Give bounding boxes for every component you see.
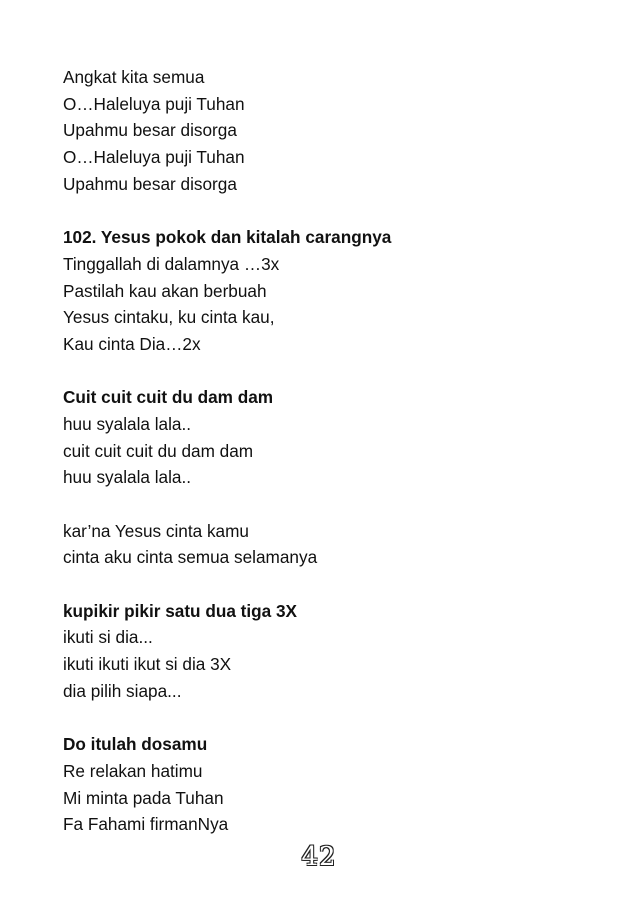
stanza-gap [63, 358, 391, 385]
stanza [63, 224, 391, 357]
stanza [63, 64, 391, 197]
lyric-line: Fa Fahami firmanNya [63, 814, 229, 835]
lyric-line: Angkat kita semua [63, 67, 205, 87]
lyric-line: Re relakan hatimu [63, 760, 203, 781]
lyric-line: cuit cuit cuit du dam dam [63, 440, 254, 461]
lyric-line: cinta aku cinta semua selamanya [63, 547, 318, 568]
stanza-gap [63, 571, 391, 598]
lyric-line: O…Haleluya puji Tuhan [63, 93, 245, 114]
page-number: 42 [301, 842, 337, 872]
song-heading: Do itulah dosamu [63, 734, 208, 755]
stanza [63, 384, 391, 491]
lyric-line: O…Haleluya puji Tuhan [63, 147, 245, 168]
lyric-line: Tinggallah di dalamnya …3x [63, 253, 280, 274]
lyric-line: Upahmu besar disorga [63, 173, 237, 194]
lyric-line: ikuti ikuti ikut si dia 3X [63, 654, 232, 675]
lyric-line: Yesus cintaku, ku cinta kau, [63, 307, 275, 328]
song-heading: 102. Yesus pokok dan kitalah carangnya [63, 227, 392, 248]
song-heading: Cuit cuit cuit du dam dam [63, 387, 274, 408]
song-heading: kupikir pikir satu dua tiga 3X [63, 600, 298, 621]
lyric-line: Upahmu besar disorga [63, 120, 237, 141]
lyric-line: kar’na Yesus cinta kamu [63, 520, 249, 541]
lyric-line: dia pilih siapa... [63, 680, 182, 701]
stanza [63, 598, 391, 705]
lyric-line: huu syalala lala.. [63, 413, 192, 434]
lyrics-body [63, 64, 391, 838]
lyric-line: Pastilah kau akan berbuah [63, 280, 267, 301]
lyric-line: Kau cinta Dia…2x [63, 333, 201, 354]
lyric-line: ikuti si dia... [63, 627, 153, 648]
lyric-line: huu syalala lala.. [63, 467, 192, 488]
stanza [63, 731, 391, 838]
stanza [63, 518, 391, 571]
stanza-gap [63, 197, 391, 224]
stanza-gap [63, 491, 391, 518]
lyric-line: Mi minta pada Tuhan [63, 787, 224, 808]
stanza-gap [63, 705, 391, 732]
